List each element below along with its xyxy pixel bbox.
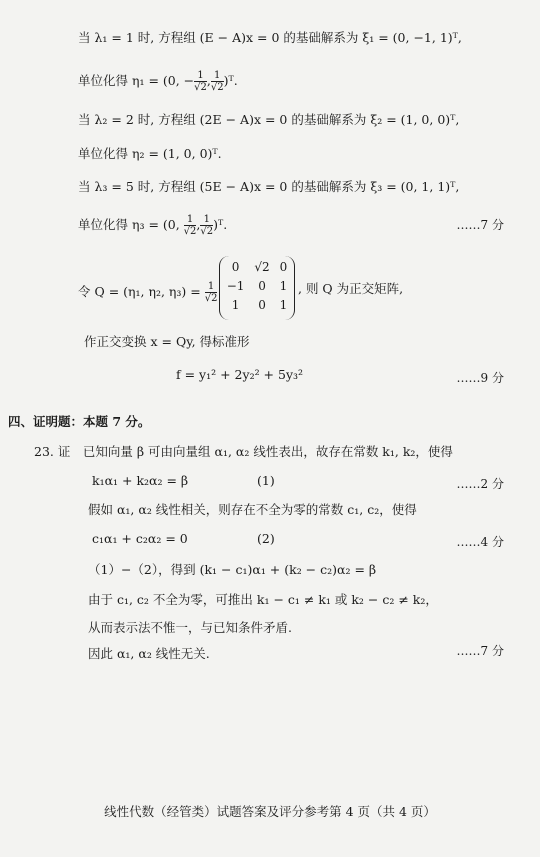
q-definition — [78, 281, 217, 304]
matrix-cell: 1 — [279, 298, 288, 312]
fraction: $\frac{1}{√2}$ — [200, 214, 214, 237]
proof-line-4: 由于 c₁, c₂ 不全为零，可推出 k₁ − c₁ ≠ k₁ 或 k₂ − c₂ ≠ k₂， — [88, 592, 438, 607]
eta3-prefix: 单位化得 η₃ = (0, — [78, 217, 184, 232]
lambda3-line: 当 λ₃ = 5 时, 方程组 (5E − A)x = 0 的基础解系为 ξ₃ = (0, 1, 1)ᵀ, — [78, 179, 460, 194]
q-prefix: 令 Q = (η₁, η₂, η₃) = — [78, 284, 201, 299]
equation-2-tag: (2) — [257, 531, 275, 546]
matrix-cell: √2 — [254, 260, 270, 274]
proof-line-1: 23. 证 已知向量 β 可由向量组 α₁, α₂ 线性表出，故存在常数 k₁, k₂，使得 — [34, 444, 453, 459]
matrix-cell: 1 — [279, 279, 288, 293]
eta1-prefix: 单位化得 η₁ = (0, − — [78, 73, 195, 88]
lambda2-line: 当 λ₂ = 2 时, 方程组 (2E − A)x = 0 的基础解系为 ξ₂ = (1, 0, 0)ᵀ, — [78, 112, 460, 127]
proof-line-3: （1）−（2），得到 (k₁ − c₁)α₁ + (k₂ − c₂)α₂ = β — [88, 562, 377, 577]
equation-1-tag: (1) — [257, 473, 275, 488]
proof-line-2: 假如 α₁, α₂ 线性相关，则存在不全为零的常数 c₁, c₂，使得 — [88, 502, 417, 517]
eta3-line: 单位化得 η₃ = (0, $\frac{1}{√2}$ , $\frac{1}{√2}$ )ᵀ. — [78, 214, 228, 237]
score-9: ……9 分 — [456, 371, 504, 385]
proof-line-5: 从而表示法不惟一，与已知条件矛盾. — [88, 620, 292, 635]
eta1-line: 单位化得 η₁ = (0, − $\frac{1}{√2}$ , $\frac{1}{√2}$ )ᵀ. — [78, 70, 238, 93]
fraction: $\frac{1}{√2}$ — [204, 281, 218, 304]
matrix-cell: 1 — [231, 298, 240, 312]
transform-line: 作正交变换 x = Qy, 得标准形 — [84, 334, 250, 349]
section-heading: 四、证明题：本题 7 分。 — [8, 414, 151, 429]
orthogonal-matrix — [219, 256, 295, 320]
score-7-part2: ……7 分 — [456, 644, 504, 658]
score-2: ……2 分 — [456, 477, 504, 491]
eta2-line: 单位化得 η₂ = (1, 0, 0)ᵀ. — [78, 146, 222, 161]
equation-1: k₁α₁ + k₂α₂ = β — [92, 473, 189, 488]
score-4: ……4 分 — [456, 535, 504, 549]
fraction: $\frac{1}{√2}$ — [194, 70, 207, 93]
matrix-row — [222, 277, 293, 296]
score-7-part1: ……7 分 — [456, 218, 504, 232]
fraction: $\frac{1}{√2}$ — [183, 214, 197, 237]
q-suffix: , 则 Q 为正交矩阵, — [298, 281, 404, 296]
matrix-cell: 0 — [231, 260, 240, 274]
eta3-suffix: )ᵀ. — [213, 217, 228, 232]
matrix-cell: −1 — [226, 279, 245, 293]
fraction: $\frac{1}{√2}$ — [210, 70, 224, 93]
lambda1-line: 当 λ₁ = 1 时, 方程组 (E − A)x = 0 的基础解系为 ξ₁ = (0, −1, 1)ᵀ, — [78, 30, 462, 45]
eta1-suffix: )ᵀ. — [223, 73, 238, 88]
matrix-cell: 0 — [258, 298, 266, 312]
page-footer: 线性代数（经管类）试题答案及评分参考第 4 页（共 4 页） — [104, 804, 436, 819]
matrix-row — [222, 258, 293, 277]
proof-line-6: 因此 α₁, α₂ 线性无关. — [88, 646, 210, 661]
matrix-cell: 0 — [258, 279, 266, 293]
matrix-cell: 0 — [279, 260, 288, 274]
standard-form: f = y₁² + 2y₂² + 5y₃² — [176, 367, 304, 382]
matrix-row — [222, 296, 293, 315]
equation-2: c₁α₁ + c₂α₂ = 0 — [92, 531, 188, 546]
